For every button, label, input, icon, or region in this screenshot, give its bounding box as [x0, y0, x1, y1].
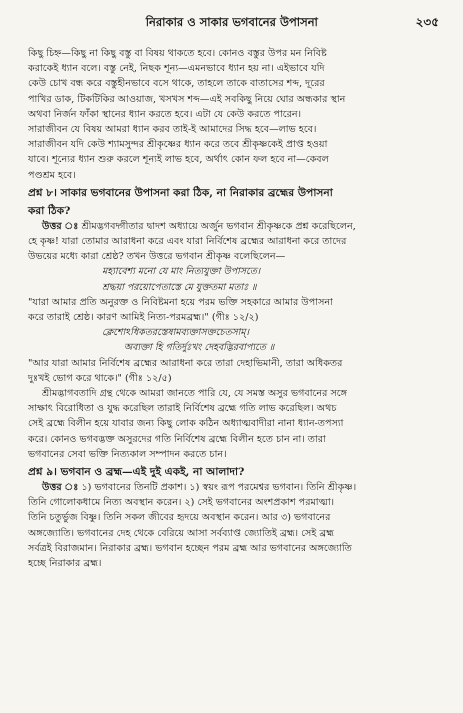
- text-line: ভগবানের সেবা ভক্তি নিত্যকাল সম্পাদন করতে চান।: [28, 448, 227, 460]
- text-line: করে। কোনও ভগবদ্ভক্ত অসুরদের গতি নির্বিশেষ ব্রহ্মে বিলীন হতে চান না। তারা: [28, 433, 326, 445]
- text-line: অথবা নির্জন ফাঁকা স্থানের ধ্যান করতে হবে। এটা যে কেউ করতে পারেন।: [28, 108, 302, 120]
- question-line: প্রশ্ন ৮। সাকার ভগবানের উপাসনা করা ঠিক, না নিরাকার ব্রহ্মের উপাসনা: [28, 186, 333, 199]
- paragraph-bhagavata: [28, 386, 439, 462]
- text-line: অঙ্গজ্যোতি। ভগবানের দেহ থেকে বেরিয়ে আসা সর্বব্যাপ্ত জ্যোতিই ব্রহ্ম। সেই ব্রহ্ম: [28, 527, 335, 539]
- sloka-line: ক্লেশোঽধিকতরস্তেষামব্যক্তাসক্তচেতসাম্।: [102, 327, 249, 339]
- page-number: ২৩৫: [415, 15, 439, 29]
- text-line: হচ্ছে নিরাকার ব্রহ্ম।: [28, 558, 102, 570]
- text-line: সারাজীবন যদি কেউ শ্যামসুন্দর শ্রীকৃষ্ণের ধ্যান করে তবে শ্রীকৃষ্ণকেই প্রাপ্ত হওয়া: [28, 139, 328, 151]
- running-title: নিরাকার ও সাকার ভগবানের উপাসনা: [145, 15, 318, 29]
- question-8: [28, 185, 439, 219]
- answer-8: [28, 219, 439, 386]
- text-line: যাবে। শূন্যের ধ্যান শুরু করলে শূন্যই লাভ হবে, অর্থাৎ কোন ফল হবে না—কেবল: [28, 154, 329, 166]
- sloka-line: শ্রদ্ধয়া পরয়োপেতাস্তে মে যুক্ততমা মতাঃ ॥: [102, 281, 257, 293]
- answer-label: উত্তর ঃ: [42, 220, 79, 232]
- text-line: পাখির ডাক, টিকটিকির আওয়াজ, খসখস শব্দ—এই সবকিছু নিয়ে ঘোর অন্ধকার স্থান: [28, 93, 346, 105]
- translation-line: "যারা আমার প্রতি অনুরক্ত ও নিবিষ্টমনা হয়ে পরম ভক্তি সহকারে আমার উপাসনা: [28, 296, 333, 308]
- text-line: সর্বত্রই বিরাজমান। নিরাকার ব্রহ্ম। ভগবান হচ্ছেন পরম ব্রহ্ম আর ভগবানের অঙ্গজ্যোতি: [28, 542, 352, 554]
- translation-line: দুঃখই ভোগ করে থাকে।" (গীঃ ১২/৫): [28, 372, 172, 384]
- text-line: কিছু চিহ্ন—কিছু না কিছু বস্তু বা বিষয় থাকতে হবে। কোনও বস্তুর উপর মন নিবিষ্ট: [28, 48, 327, 59]
- question-9: প্রশ্ন ৯। ভগবান ও ব্রহ্ম—এই দুই একই, না আলাদা?: [28, 466, 245, 479]
- sloka-line: অব্যক্তা হি গতির্দুঃখং দেহবদ্ভিরবাপ্যতে ॥: [124, 342, 275, 354]
- answer-label: উত্তর ঃ: [42, 482, 79, 494]
- text-line: সারাজীবন যে বিষয় আমরা ধ্যান করব তাই-ই আমাদের সিদ্ধ হবে—লাভ হবে।: [28, 124, 317, 136]
- sloka-line: মহ্যাবেশ্য মনো যে মাং নিত্যযুক্তা উপাসতে।: [102, 266, 261, 278]
- running-header: [28, 14, 439, 34]
- answer-text: শ্রীমদ্ভগবদ্গীতার দ্বাদশ অধ্যায়ে অর্জুন ভগবান শ্রীকৃষ্ণকে প্রশ্ন করেছিলেন,: [81, 220, 356, 232]
- text-line: [28, 219, 439, 234]
- text-line: শ্রীমদ্ভাগবতাদি গ্রন্থ থেকে আমরা জানতে পারি যে, যে সমস্ত অসুর ভগবানের সঙ্গে: [42, 388, 347, 400]
- page-body: [28, 46, 439, 571]
- text-line: সেই ব্রহ্মে বিলীন হয়ে যাবার জন্য কিছু লোক কঠিন অধ্যাত্মবাদীরা নানা ধ্যান-তপস্যা: [28, 418, 344, 430]
- text-line: তিনি গোলোকধামে নিত্য অবস্থান করেন। ২) সেই ভগবানের অংশপ্রকাশ পরমাত্মা।: [28, 497, 335, 509]
- paragraph-meditation: [28, 46, 439, 183]
- question-line: করা ঠিক?: [28, 204, 71, 217]
- text-line: সাক্ষাৎ বিরোধিতা ও যুদ্ধ করেছিল তারাই নির্বিশেষ ব্রহ্মে গতি লাভ করেছিল। অথচ: [28, 403, 337, 415]
- answer-9: [28, 480, 439, 571]
- translation-line: "আর যারা আমার নির্বিশেষ ব্রহ্মের আরাধনা করে তারা দেহাভিমানী, তারা অধিকতর: [28, 357, 343, 369]
- translation-line: করে তারাই শ্রেষ্ঠ। কারণ আমিই নিত্য-পরমব্রহ্ম।" (গীঃ ১২/২): [28, 312, 259, 324]
- text-line: পণ্ডশ্রম হবে।: [28, 169, 76, 181]
- text-line: [28, 480, 439, 495]
- text-line: উভয়ের মধ্যে কারা শ্রেষ্ঠ? তখন উত্তরে ভগবান শ্রীকৃষ্ণ বলেছিলেন—: [28, 251, 286, 263]
- answer-text: ১) ভগবানের তিনটি প্রকাশ। ১) স্বয়ং রূপ পরমেশ্বর ভগবান। তিনি শ্রীকৃষ্ণ।: [81, 482, 357, 494]
- text-line: হে কৃষ্ণ! যারা তোমার আরাধনা করে এবং যারা নির্বিশেষ ব্রহ্মের আরাধনা করে তাদের: [28, 236, 347, 248]
- text-line: করাকেই ধ্যান বলে। বস্তু নেই, নিছক শূন্য—এমনভাবে ধ্যান হয় না। এইভাবে যদি: [28, 63, 325, 75]
- text-line: কেউ চোখ বন্ধ করে বস্তুহীনভাবে বসে থাকে, তাহলে তাকে বাতাসের শব্দ, দূরের: [28, 78, 325, 90]
- text-line: তিনি চতুর্ভুজ বিষ্ণু। তিনি সকল জীবের হৃদয়ে অবস্থান করেন। আর ৩) ভগবানের: [28, 512, 331, 524]
